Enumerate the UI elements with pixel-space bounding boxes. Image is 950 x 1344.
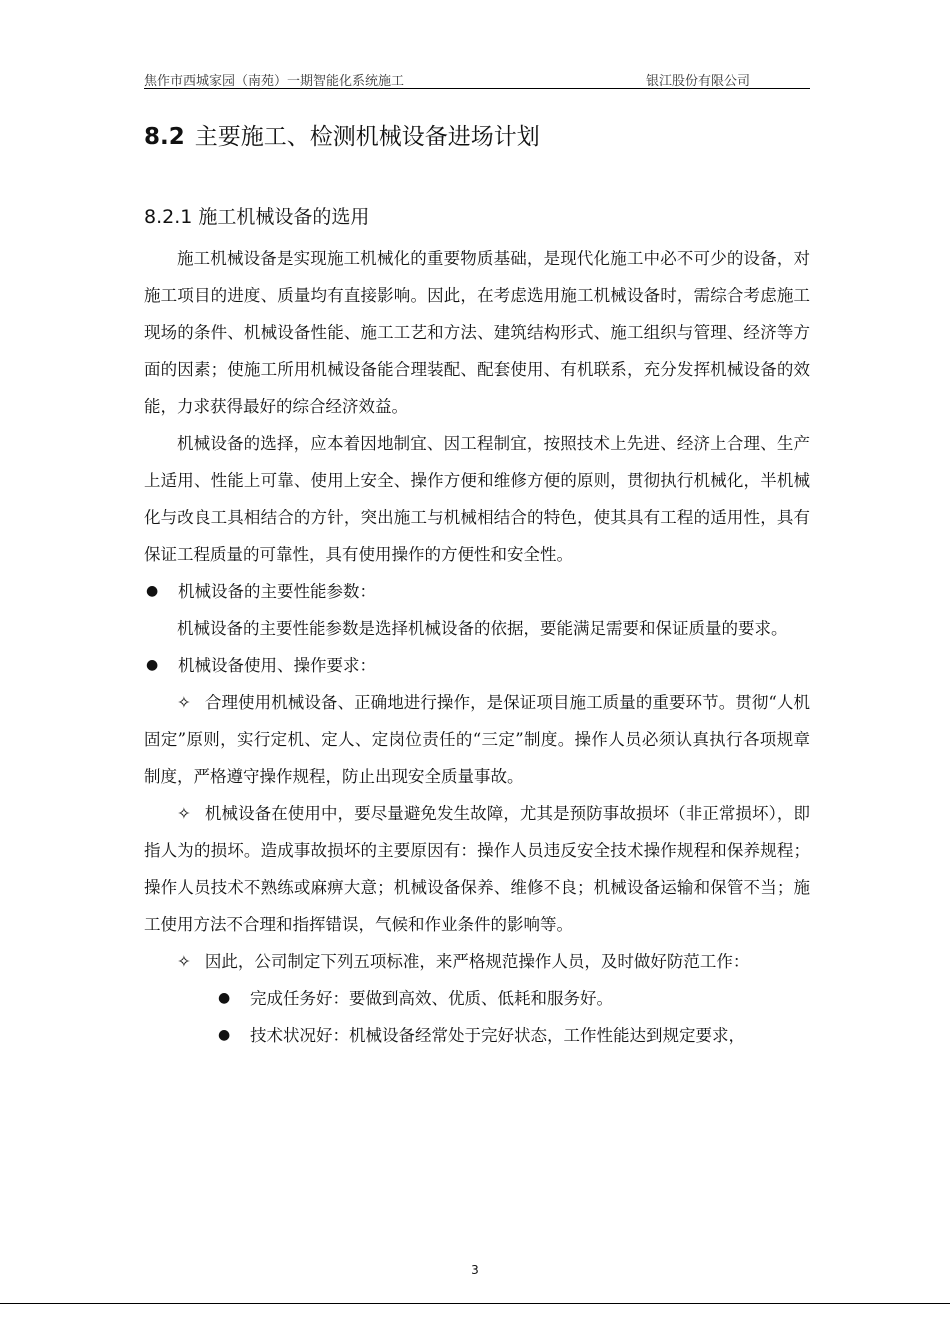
paragraph: 施工机械设备是实现施工机械化的重要物质基础，是现代化施工中必不可少的设备，对施工项目的进度、质量均有直接影响。因此，在考虑选用施工机械设备时，需综合考虑施工现场的条件、机械设备性能、施工工艺和方法、建筑结构形式、施工组织与管理、经济等方面的因素；使施工所用机械设备能合理装配、配套使用、有机联系，充分发挥机械设备的效能，力求获得最好的综合经济效益。	[144, 249, 810, 416]
sub-bullet-text: 技术状况好：机械设备经常处于完好状态，工作性能达到规定要求，	[250, 1026, 745, 1045]
diamond-icon: ✧	[177, 952, 191, 971]
page-number: 3	[471, 1263, 479, 1277]
section-number: 8.2	[144, 124, 185, 150]
bullet-icon: ●	[218, 990, 231, 1006]
diamond-icon: ✧	[177, 693, 191, 712]
header-company-name: 银江股份有限公司	[645, 74, 750, 89]
paragraph: 机械设备的主要性能参数是选择机械设备的依据，要能满足需要和保证质量的要求。	[177, 619, 788, 638]
section-heading	[144, 118, 540, 151]
document-body	[144, 240, 810, 1054]
header-project-title: 焦作市西城家园（南苑）一期智能化系统施工	[144, 74, 405, 89]
bullet-item	[144, 647, 810, 684]
paragraph: 机械设备的选择，应本着因地制宜、因工程制宜，按照技术上先进、经济上合理、生产上适用、性能上可靠、使用上安全、操作方便和维修方便的原则，贯彻执行机械化，半机械化与改良工具相结合的方针，突出施工与机械相结合的特色，使其具有工程的适用性，具有保证工程质量的可靠性，具有使用操作的方便性和安全性。	[144, 434, 810, 564]
sub-bullet-item	[144, 1017, 810, 1054]
section-title: 主要施工、检测机械设备进场计划	[194, 124, 540, 150]
diamond-text: 合理使用机械设备、正确地进行操作，是保证项目施工质量的重要环节。贯彻“人机固定”原则，实行定机、定人、定岗位责任的“三定”制度。操作人员必须认真执行各项规章制度，严格遵守操作规程，防止出现安全质量事故。	[144, 693, 810, 786]
bullet-icon: ●	[146, 657, 159, 673]
subsection-heading: 8.2.1 施工机械设备的选用	[144, 206, 370, 228]
diamond-item	[144, 684, 810, 795]
sub-bullet-text: 完成任务好：要做到高效、优质、低耗和服务好。	[250, 989, 613, 1008]
bullet-text: 机械设备的主要性能参数：	[178, 582, 376, 601]
bullet-item	[144, 573, 810, 610]
diamond-icon: ✧	[177, 804, 191, 823]
footer-divider	[0, 1303, 950, 1304]
diamond-text: 机械设备在使用中，要尽量避免发生故障，尤其是预防事故损坏（非正常损坏），即指人为的损坏。造成事故损坏的主要原因有：操作人员违反安全技术操作规程和保养规程；操作人员技术不熟练或麻痹大意；机械设备保养、维修不良；机械设备运输和保管不当；施工使用方法不合理和指挥错误，气候和作业条件的影响等。	[144, 804, 810, 934]
bullet-text: 机械设备使用、操作要求：	[178, 656, 376, 675]
bullet-icon: ●	[146, 583, 159, 599]
diamond-text: 因此，公司制定下列五项标准，来严格规范操作人员，及时做好防范工作：	[204, 952, 750, 971]
page-header	[144, 70, 810, 89]
diamond-item	[144, 943, 810, 980]
diamond-item	[144, 795, 810, 943]
sub-bullet-item	[144, 980, 810, 1017]
bullet-icon: ●	[218, 1027, 231, 1043]
